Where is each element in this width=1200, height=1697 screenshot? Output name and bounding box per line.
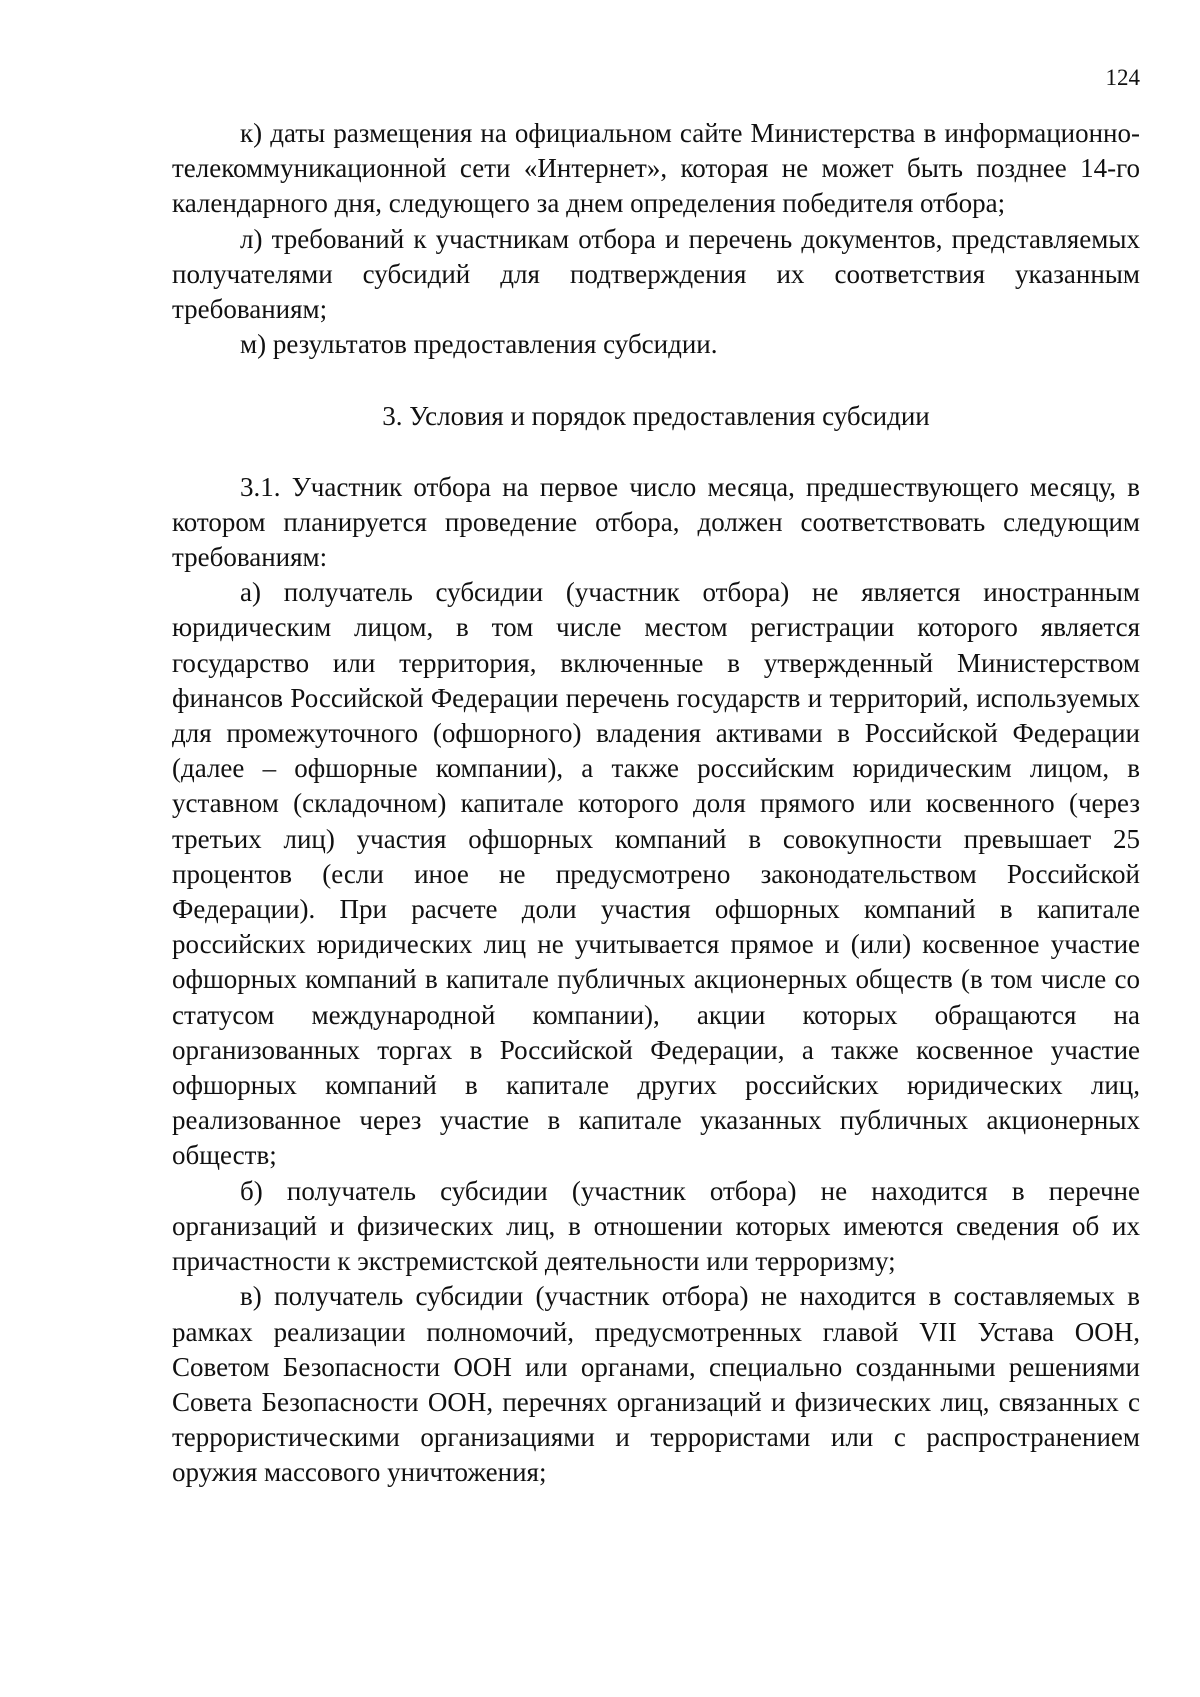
paragraph-m: м) результатов предоставления субсидии. [240, 329, 718, 360]
page-number: 124 [1105, 65, 1140, 90]
paragraph-3-1: 3.1. Участник отбора на первое число месяца, предшествующего месяцу, в котором планируется проведение отбора, должен соответствовать следующим требованиям: [172, 471, 1140, 573]
paragraph-k: к) даты размещения на официальном сайте Министерства в информационно-телекоммуникационной сети «Интернет», которая не может быть позднее 14-го календарного дня, следующего за днем определения победителя отбора; [172, 118, 1140, 219]
paragraph-l: л) требований к участникам отбора и перечень документов, представляемых получателями субсидий для подтверждения их соответствия указанным требованиям; [172, 223, 1140, 325]
document-body [172, 116, 1140, 1491]
paragraph-a: а) получатель субсидии (участник отбора) не является иностранным юридическим лицом, в том числе местом регистрации которого является государство или территория, включенные в утвержденный Министерством финансов Российской Федерации перечень государств и территорий, используемых для промежуточного (офшорного) владения активами в Российской Федерации (далее – офшорные компании), а также российским юридическим лицом, в уставном (складочном) капитале которого доля прямого или косвенного (через третьих лиц) участия офшорных компаний в совокупности превышает 25 процентов (если иное не предусмотрено законодательством Российской Федерации). При расчете доли участия офшорных компаний в капитале российских юридических лиц не учитывается прямое и (или) косвенное участие офшорных компаний в капитале публичных акционерных обществ (в том числе со статусом международной компании), акции которых обращаются на организованных торгах в Российской Федерации, а также косвенное участие офшорных компаний в капитале других российских юридических лиц, реализованное через участие в капитале указанных публичных акционерных обществ; [172, 577, 1140, 1171]
section-heading: 3. Условия и порядок предоставления субсидии [382, 401, 930, 432]
paragraph-b: б) получатель субсидии (участник отбора) не находится в перечне организаций и физических лиц, в отношении которых имеются сведения об их причастности к экстремистской деятельности или терроризму; [172, 1175, 1140, 1277]
paragraph-v: в) получатель субсидии (участник отбора) не находится в составляемых в рамках реализации полномочий, предусмотренных главой VII Устава ООН, Советом Безопасности ООН или органами, специально созданными решениями Совета Безопасности ООН, перечнях организаций и физических лиц, связанных с террористическими организациями и террористами или с распространением оружия массового уничтожения; [172, 1281, 1140, 1488]
